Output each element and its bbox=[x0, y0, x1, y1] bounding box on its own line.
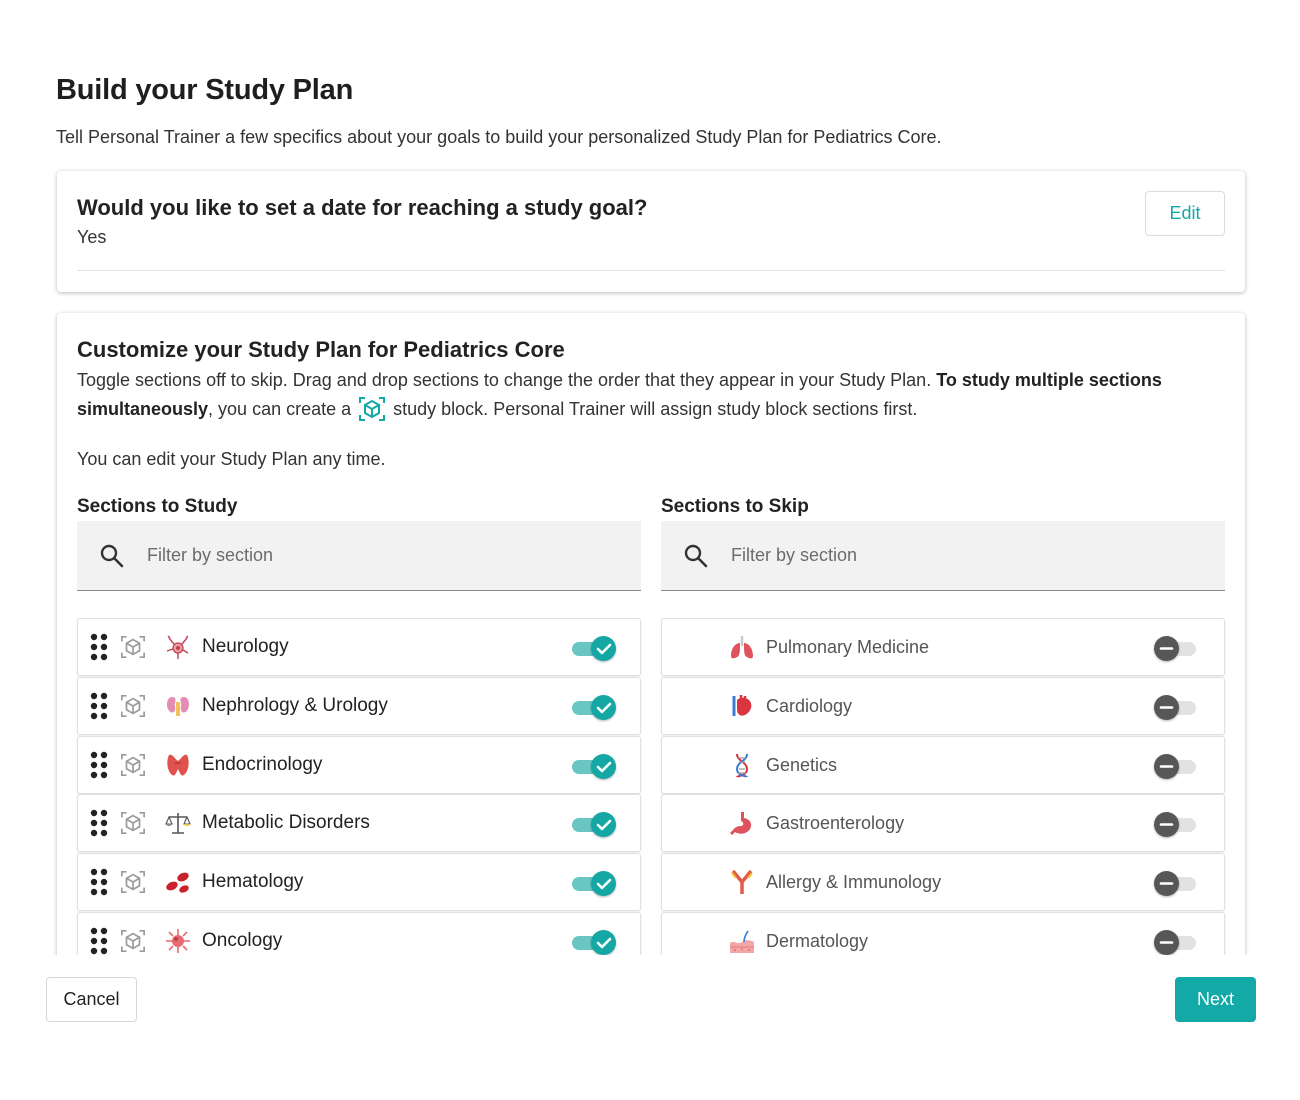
goal-answer: Yes bbox=[77, 227, 107, 247]
minus-icon bbox=[1154, 636, 1179, 661]
neuron-icon bbox=[164, 633, 192, 661]
lungs-icon bbox=[728, 633, 756, 661]
divider bbox=[77, 270, 1225, 271]
skip-section-genetics[interactable] bbox=[661, 736, 1225, 794]
check-icon bbox=[591, 695, 616, 720]
plan-note: You can edit your Study Plan any time. bbox=[77, 449, 386, 469]
section-label: Cardiology bbox=[766, 695, 853, 716]
skip-section-allergy-and-immunology[interactable] bbox=[661, 853, 1225, 911]
study-filter bbox=[77, 521, 641, 591]
scale-icon bbox=[164, 809, 192, 837]
skip-section-pulmonary-medicine[interactable] bbox=[661, 618, 1225, 676]
heart-icon bbox=[728, 692, 756, 720]
study-list bbox=[77, 618, 641, 971]
check-icon bbox=[591, 930, 616, 955]
section-toggle[interactable] bbox=[570, 635, 616, 661]
minus-icon bbox=[1154, 930, 1179, 955]
antibody-icon bbox=[728, 868, 756, 896]
study-section-nephrology-and-urology[interactable] bbox=[77, 677, 641, 735]
section-label: Hematology bbox=[202, 871, 304, 893]
study-block-icon bbox=[358, 396, 386, 422]
section-label: Neurology bbox=[202, 636, 289, 657]
add-to-block-icon[interactable] bbox=[120, 810, 146, 836]
plan-description bbox=[77, 366, 1197, 424]
section-toggle[interactable] bbox=[1154, 694, 1200, 720]
minus-icon bbox=[1154, 871, 1179, 896]
dna-icon bbox=[728, 751, 756, 779]
check-icon bbox=[591, 636, 616, 661]
stomach-icon bbox=[728, 809, 756, 837]
section-label: Gastroenterology bbox=[766, 813, 905, 834]
skip-filter-input[interactable] bbox=[731, 545, 1181, 566]
blood-cells-icon bbox=[164, 868, 192, 896]
plan-desc-text: study block. Personal Trainer will assign study block sections first. bbox=[388, 399, 918, 419]
edit-goal-button[interactable]: Edit bbox=[1145, 191, 1225, 236]
study-section-metabolic-disorders[interactable] bbox=[77, 794, 641, 852]
section-label: Pulmonary Medicine bbox=[766, 637, 930, 657]
drag-handle-icon[interactable] bbox=[90, 927, 108, 955]
thyroid-icon bbox=[164, 751, 192, 779]
plan-desc-bold: To study multiple sections simultaneously bbox=[77, 370, 1162, 419]
plan-title: Customize your Study Plan for Pediatrics Core bbox=[77, 337, 565, 362]
add-to-block-icon[interactable] bbox=[120, 693, 146, 719]
drag-handle-icon[interactable] bbox=[90, 751, 108, 779]
section-toggle[interactable] bbox=[1154, 811, 1200, 837]
section-label: Oncology bbox=[202, 929, 283, 951]
skip-column-title: Sections to Skip bbox=[661, 496, 809, 517]
section-label: Nephrology & Urology bbox=[202, 694, 388, 716]
footer-bar bbox=[0, 955, 1300, 1100]
section-toggle[interactable] bbox=[1154, 753, 1200, 779]
check-icon bbox=[591, 812, 616, 837]
skip-filter bbox=[661, 521, 1225, 591]
drag-handle-icon[interactable] bbox=[90, 809, 108, 837]
page-title: Build your Study Plan bbox=[56, 74, 354, 106]
section-toggle[interactable] bbox=[1154, 870, 1200, 896]
add-to-block-icon[interactable] bbox=[120, 869, 146, 895]
skip-section-cardiology[interactable] bbox=[661, 677, 1225, 735]
add-to-block-icon[interactable] bbox=[120, 634, 146, 660]
minus-icon bbox=[1154, 754, 1179, 779]
study-section-hematology[interactable] bbox=[77, 853, 641, 911]
goal-question: Would you like to set a date for reaching a study goal? bbox=[77, 195, 648, 220]
plan-desc-text: , you can create a bbox=[208, 399, 357, 419]
section-label: Genetics bbox=[766, 754, 838, 775]
goal-card bbox=[57, 171, 1245, 292]
check-icon bbox=[591, 871, 616, 896]
tumor-icon bbox=[164, 927, 192, 955]
search-icon bbox=[683, 543, 709, 569]
add-to-block-icon[interactable] bbox=[120, 928, 146, 954]
check-icon bbox=[591, 754, 616, 779]
skip-list bbox=[661, 618, 1225, 971]
minus-icon bbox=[1154, 695, 1179, 720]
section-toggle[interactable] bbox=[570, 753, 616, 779]
study-filter-input[interactable] bbox=[147, 545, 597, 566]
skip-section-gastroenterology[interactable] bbox=[661, 794, 1225, 852]
kidney-icon bbox=[164, 692, 192, 720]
section-toggle[interactable] bbox=[570, 870, 616, 896]
drag-handle-icon[interactable] bbox=[90, 633, 108, 661]
search-icon bbox=[99, 543, 125, 569]
plan-desc-text: Toggle sections off to skip. Drag and drop sections to change the order that they appear in your Study Plan. bbox=[77, 370, 937, 390]
study-section-neurology[interactable] bbox=[77, 618, 641, 676]
cancel-button[interactable]: Cancel bbox=[46, 977, 137, 1022]
drag-handle-icon[interactable] bbox=[90, 868, 108, 896]
section-label: Endocrinology bbox=[202, 753, 323, 775]
section-toggle[interactable] bbox=[1154, 635, 1200, 661]
drag-handle-icon[interactable] bbox=[90, 692, 108, 720]
study-section-endocrinology[interactable] bbox=[77, 736, 641, 794]
section-toggle[interactable] bbox=[570, 694, 616, 720]
section-toggle[interactable] bbox=[570, 811, 616, 837]
minus-icon bbox=[1154, 812, 1179, 837]
skin-icon bbox=[728, 927, 756, 955]
section-label: Dermatology bbox=[766, 930, 869, 951]
next-button[interactable]: Next bbox=[1175, 977, 1256, 1022]
section-label: Metabolic Disorders bbox=[202, 812, 370, 834]
study-column-title: Sections to Study bbox=[77, 496, 238, 517]
add-to-block-icon[interactable] bbox=[120, 752, 146, 778]
section-toggle[interactable] bbox=[570, 929, 616, 955]
section-toggle[interactable] bbox=[1154, 929, 1200, 955]
page-subtitle: Tell Personal Trainer a few specifics about your goals to build your personalized Study Plan for Pediatrics Core. bbox=[56, 127, 942, 147]
section-label: Allergy & Immunology bbox=[766, 872, 942, 893]
